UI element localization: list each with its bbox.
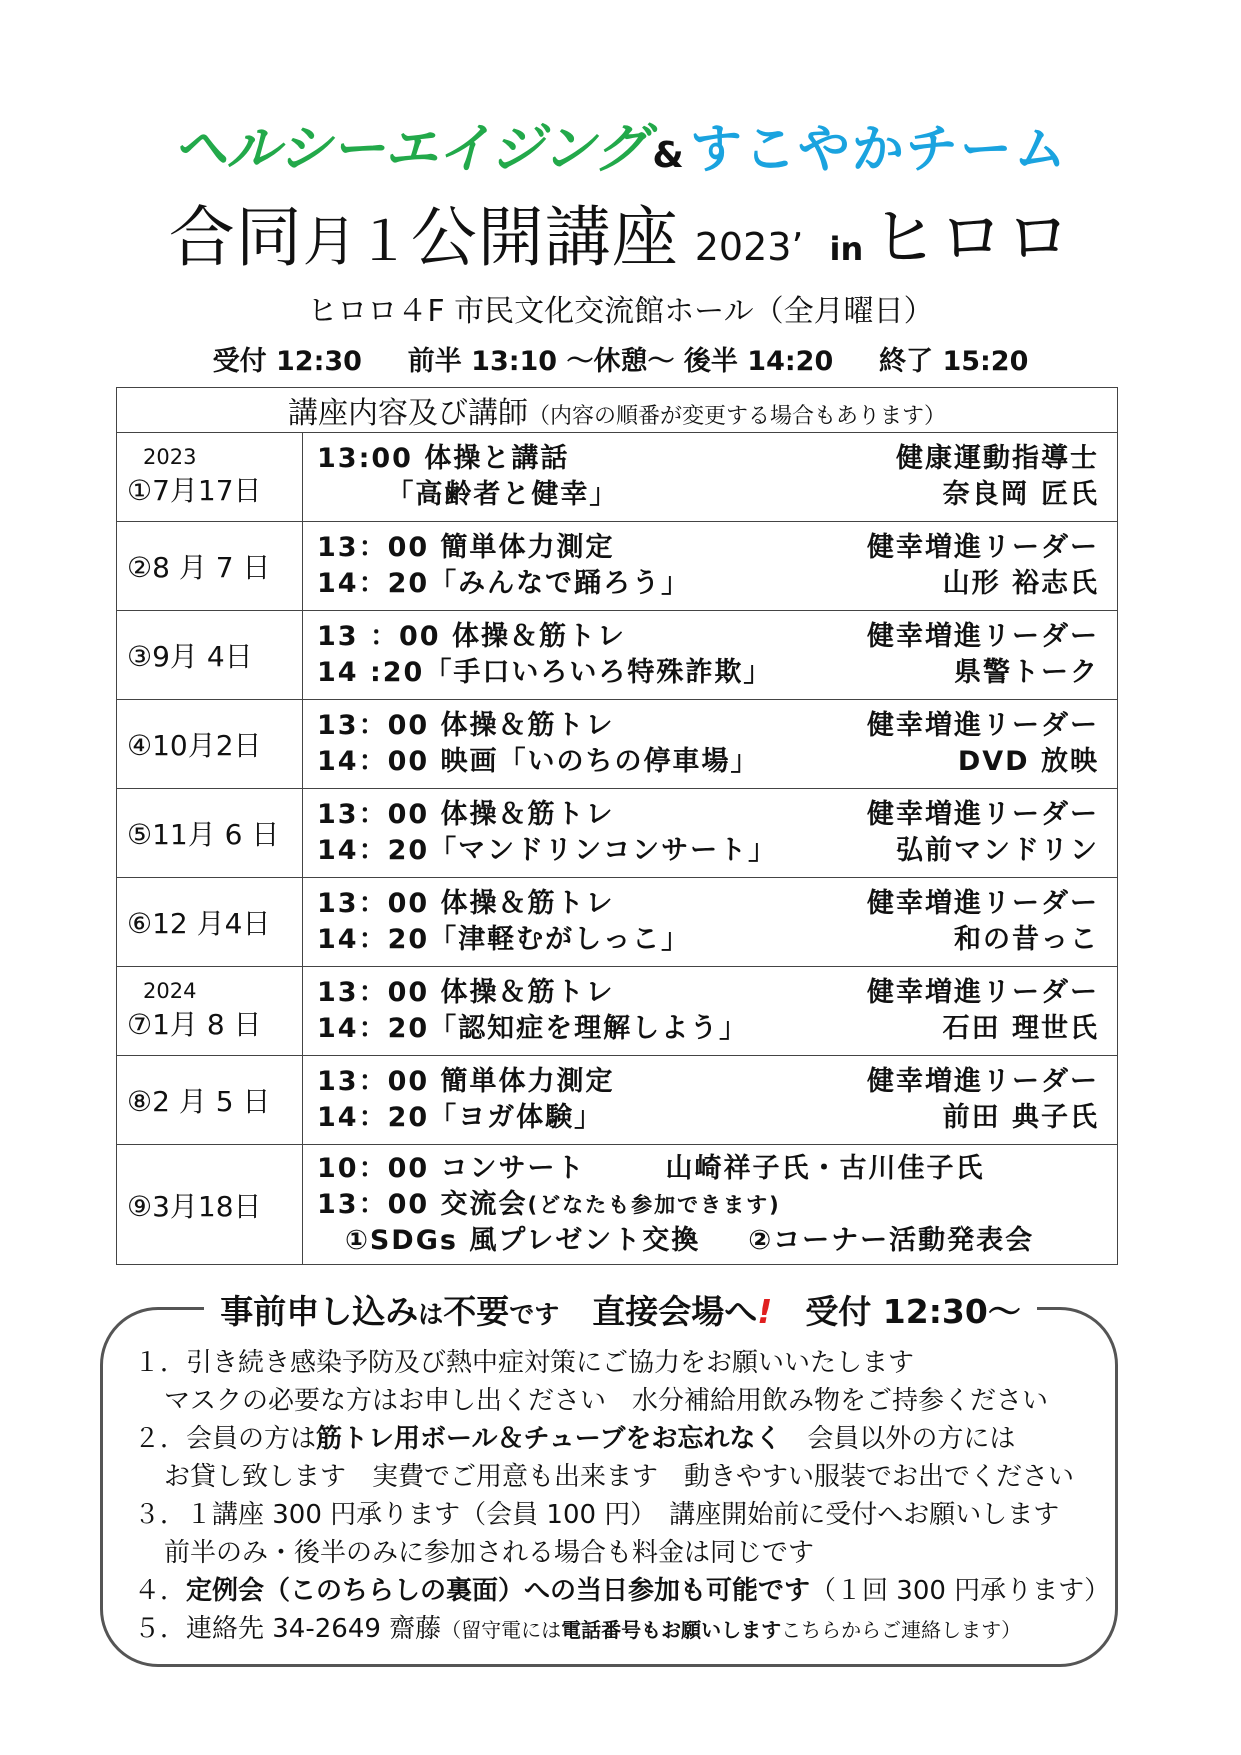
notice-item-1: １．引き続き感染予防及び熱中症対策にご協力をお願いいたします bbox=[134, 1348, 915, 1378]
row-line1-right: 健幸増進リーダー bbox=[867, 977, 1099, 1008]
title-year: 2023’ bbox=[694, 225, 804, 269]
title-monthly: 月１ bbox=[302, 210, 411, 273]
table-row-9 bbox=[117, 1145, 1118, 1265]
row-line1-left: 13 ：00 体操＆筋トレ bbox=[317, 621, 626, 652]
row-line2-left: 14：20「マンドリンコンサート」 bbox=[317, 835, 778, 866]
title-line-2 bbox=[0, 184, 1241, 279]
row-content bbox=[303, 522, 1118, 611]
row-line1-left: 13:00 体操と講話 bbox=[317, 443, 570, 474]
row-line1-left: 13：00 簡単体力測定 bbox=[317, 532, 615, 563]
row-line1-right: 健康運動指導士 bbox=[896, 443, 1099, 474]
row-line3-b: ②コーナー活動発表会 bbox=[748, 1224, 1035, 1256]
title-in: in bbox=[829, 230, 864, 268]
row-date bbox=[117, 789, 303, 878]
title-lecture: 公開講座 bbox=[410, 199, 679, 276]
notice-item-2c: 会員以外の方には bbox=[781, 1424, 1016, 1454]
row-line1-right: 健幸増進リーダー bbox=[867, 1066, 1099, 1097]
table-row-1 bbox=[117, 433, 1118, 522]
row-line1-right: 健幸増進リーダー bbox=[867, 799, 1099, 830]
row-date bbox=[117, 700, 303, 789]
row-line2-left: 13：00 交流会 bbox=[317, 1188, 528, 1220]
row-date-text: ③9月 4日 bbox=[127, 640, 253, 673]
table-row-3 bbox=[117, 611, 1118, 700]
notice-head-2: は bbox=[418, 1300, 444, 1329]
row-date-text: ④10月2日 bbox=[127, 729, 262, 762]
row-date-text: ⑥12 月4日 bbox=[127, 907, 271, 940]
row-date bbox=[117, 878, 303, 967]
row-line1-left: 13：00 体操＆筋トレ bbox=[317, 710, 615, 741]
row-line1-right: 健幸増進リーダー bbox=[867, 888, 1099, 919]
notice-item-2a: ２．会員の方は bbox=[134, 1424, 317, 1454]
row-line2-left: 14 :20「手口いろいろ特殊詐欺」 bbox=[317, 657, 773, 688]
row-year: 2023 bbox=[143, 445, 197, 469]
notice-heading bbox=[0, 1286, 1241, 1333]
title-place: ヒロロ bbox=[871, 199, 1073, 276]
row-year: 2024 bbox=[143, 979, 197, 1003]
row-date bbox=[117, 522, 303, 611]
row-line3-a: ①SDGs 風プレゼント交換 bbox=[345, 1224, 701, 1256]
notice-item-4 bbox=[134, 1572, 1134, 1610]
row-line1-right: 健幸増進リーダー bbox=[867, 710, 1099, 741]
row-line1-right: 山崎祥子氏・古川佳子氏 bbox=[665, 1152, 985, 1184]
row-line2-left: 14：20「津軽むがしっこ」 bbox=[317, 924, 691, 955]
row-date bbox=[117, 1056, 303, 1145]
table-row-5 bbox=[117, 789, 1118, 878]
row-line2-left: 14：20「ヨガ体験」 bbox=[317, 1102, 604, 1133]
row-content bbox=[303, 1056, 1118, 1145]
row-line1-left: 13：00 体操＆筋トレ bbox=[317, 888, 615, 919]
row-content bbox=[303, 1145, 1118, 1265]
notice-item-1b: マスクの必要な方はお申し出ください 水分補給用飲み物をご持参ください bbox=[164, 1386, 1049, 1416]
row-line1-right: 健幸増進リーダー bbox=[867, 532, 1099, 563]
row-line2-right: DVD 放映 bbox=[957, 746, 1099, 777]
notice-head-exclaim: ! bbox=[757, 1292, 773, 1331]
notice-item-4a: ４． bbox=[134, 1576, 187, 1606]
row-date-text: ⑤11月 6 日 bbox=[127, 818, 280, 851]
table-header bbox=[117, 388, 1118, 433]
notice-head-5: 直接会場へ bbox=[592, 1292, 758, 1331]
row-line1-left: 13：00 簡単体力測定 bbox=[317, 1066, 615, 1097]
table-row-2 bbox=[117, 522, 1118, 611]
program-table bbox=[116, 387, 1118, 1265]
row-line1-right: 健幸増進リーダー bbox=[867, 621, 1099, 652]
row-date bbox=[117, 433, 303, 522]
notice-item-5b: （留守電には bbox=[441, 1618, 562, 1642]
table-row-6 bbox=[117, 878, 1118, 967]
table-row-7 bbox=[117, 967, 1118, 1056]
table-row-8 bbox=[117, 1056, 1118, 1145]
row-content bbox=[303, 878, 1118, 967]
notice-item-4b: 定例会（このちらしの裏面）への当日参加も可能です bbox=[186, 1576, 811, 1606]
notice-item-3: ３．１講座 300 円承ります（会員 100 円） 講座開始前に受付へお願いします bbox=[134, 1500, 1060, 1530]
table-header-title: 講座内容及び講師 bbox=[287, 396, 528, 431]
title-part2: すこやかチーム bbox=[689, 120, 1068, 180]
row-line2-left: 「高齢者と健幸」 bbox=[317, 479, 619, 510]
title-ampersand: & bbox=[652, 135, 684, 176]
notice-item-5d: こちらからご連絡します） bbox=[781, 1618, 1022, 1642]
notice-item-2d: お貸し致します 実費でご用意も出来ます 動きやすい服装でお出でください bbox=[164, 1462, 1075, 1492]
row-content bbox=[303, 611, 1118, 700]
table-row-4 bbox=[117, 700, 1118, 789]
row-line1-left: 10：00 コンサート bbox=[317, 1152, 586, 1184]
row-line2-left: 14：00 映画「いのちの停車場」 bbox=[317, 746, 760, 777]
row-content bbox=[303, 433, 1118, 522]
notice-item-4c: （１回 300 円承ります） bbox=[810, 1576, 1111, 1606]
row-date-text: ⑨3月18日 bbox=[127, 1189, 262, 1223]
row-line2-left: 14：20「認知症を理解しよう」 bbox=[317, 1013, 749, 1044]
notice-head-4: です bbox=[509, 1300, 560, 1329]
row-line2-note: (どなたも参加できます) bbox=[527, 1192, 781, 1217]
row-line1-left: 13：00 体操＆筋トレ bbox=[317, 799, 615, 830]
notice-head-7: 受付 12:30～ bbox=[805, 1292, 1021, 1331]
program-rows bbox=[117, 433, 1118, 1145]
row-date-text: ①7月17日 bbox=[127, 474, 262, 507]
row-line2-right: 奈良岡 匠氏 bbox=[942, 479, 1099, 510]
title-part1: ヘルシーエイジング bbox=[173, 117, 647, 180]
notice-item-2b: 筋トレ用ボール＆チューブをお忘れなく bbox=[316, 1424, 782, 1454]
row-date bbox=[117, 611, 303, 700]
notice-item-5 bbox=[134, 1610, 1134, 1649]
row-date bbox=[117, 1145, 303, 1265]
row-line2-right: 和の昔っこ bbox=[954, 924, 1099, 955]
notice-item-5a: ５．連絡先 34-2649 齋藤 bbox=[134, 1614, 442, 1644]
notice-item-5c: 電話番号もお願いします bbox=[561, 1618, 782, 1642]
notice-list bbox=[134, 1344, 1134, 1649]
title-line-1 bbox=[0, 106, 1241, 183]
row-line1-left: 13：00 体操＆筋トレ bbox=[317, 977, 615, 1008]
notice-item-3b: 前半のみ・後半のみに参加される場合も料金は同じです bbox=[164, 1538, 815, 1568]
row-content bbox=[303, 789, 1118, 878]
venue-text: ヒロロ４F 市民文化交流館ホール（全月曜日） bbox=[307, 294, 934, 329]
row-line2-right: 前田 典子氏 bbox=[942, 1102, 1099, 1133]
row-content bbox=[303, 967, 1118, 1056]
schedule-text: 受付 12:30 前半 13:10 ～休憩～ 後半 14:20 終了 15:20 bbox=[212, 346, 1029, 377]
notice-item-2 bbox=[134, 1420, 1134, 1458]
notice-head-3: 不要 bbox=[443, 1292, 510, 1331]
row-line2-right: 県警トーク bbox=[954, 657, 1099, 688]
row-content bbox=[303, 700, 1118, 789]
row-date bbox=[117, 967, 303, 1056]
row-date-text: ⑧2 月 5 日 bbox=[127, 1085, 271, 1118]
row-line2-right: 弘前マンドリン bbox=[896, 835, 1099, 866]
row-line2-left: 14：20「みんなで踊ろう」 bbox=[317, 568, 691, 599]
row-date-text: ②8 月 7 日 bbox=[127, 551, 271, 584]
title-joint: 合同 bbox=[168, 199, 303, 276]
notice-head-1: 事前申し込み bbox=[220, 1292, 419, 1331]
row-line2-right: 石田 理世氏 bbox=[942, 1013, 1099, 1044]
table-header-note: （内容の順番が変更する場合もあります） bbox=[527, 404, 946, 429]
row-date-text: ⑦1月 8 日 bbox=[127, 1008, 262, 1041]
row-line2-right: 山形 裕志氏 bbox=[942, 568, 1099, 599]
